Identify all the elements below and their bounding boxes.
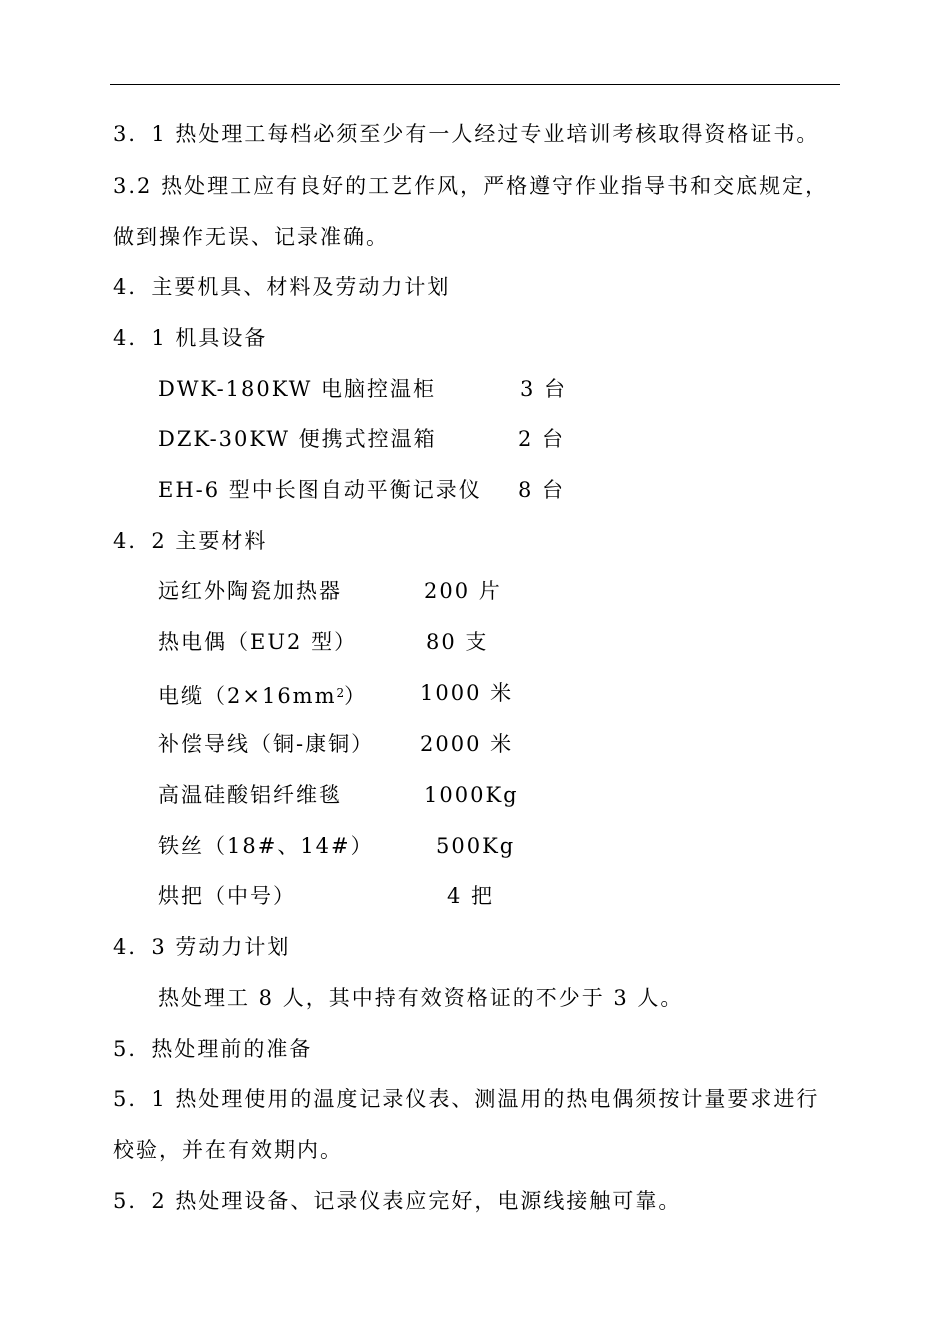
equipment-item-qty: 3 台: [520, 377, 568, 401]
material-item-qty: 500Kg: [436, 834, 516, 858]
material-item-name: 热电偶（EU2 型）: [158, 630, 358, 654]
material-item-qty: 200 片: [424, 579, 502, 603]
paragraph-5-2: 5．2 热处理设备、记录仪表应完好，电源线接触可靠。: [113, 1189, 682, 1213]
heading-5: 5．热处理前的准备: [113, 1037, 313, 1061]
header-rule: [110, 84, 840, 85]
material-item-name: 远红外陶瓷加热器: [158, 579, 342, 603]
paragraph-4-3: 热处理工 8 人，其中持有效资格证的不少于 3 人。: [158, 986, 684, 1010]
material-item-name: 铁丝（18#、14#）: [158, 834, 374, 858]
heading-4-3: 4．3 劳动力计划: [113, 935, 291, 959]
paragraph-3-2-line2: 做到操作无误、记录准确。: [113, 225, 389, 249]
material-name-text: 电缆（2×16mm: [158, 684, 337, 708]
paragraph-5-1-line2: 校验，并在有效期内。: [113, 1138, 343, 1162]
material-item-name: [158, 680, 367, 709]
heading-4-2: 4．2 主要材料: [113, 529, 268, 553]
paragraph-3-2-line1: 3.2 热处理工应有良好的工艺作风，严格遵守作业指导书和交底规定，: [113, 174, 829, 198]
heading-4-1: 4．1 机具设备: [113, 326, 268, 350]
heading-4: 4．主要机具、材料及劳动力计划: [113, 275, 451, 299]
equipment-item-qty: 8 台: [518, 478, 566, 502]
paragraph-3-1: 3．1 热处理工每档必须至少有一人经过专业培训考核取得资格证书。: [113, 122, 820, 146]
material-item-name: 补偿导线（铜-康铜）: [158, 732, 375, 756]
material-item-name: 烘把（中号）: [158, 884, 296, 908]
equipment-item-name: DZK-30KW 便携式控温箱: [158, 427, 437, 451]
material-item-qty: 80 支: [426, 630, 489, 654]
material-item-qty: 4 把: [447, 884, 495, 908]
superscript-text: 2: [336, 686, 345, 700]
equipment-item-name: DWK-180KW 电脑控温柜: [158, 377, 436, 401]
material-item-qty: 1000Kg: [424, 783, 519, 807]
paragraph-5-1-line1: 5．1 热处理使用的温度记录仪表、测温用的热电偶须按计量要求进行: [113, 1087, 820, 1111]
material-name-text: ）: [344, 684, 368, 708]
material-item-qty: 1000 米: [420, 681, 514, 705]
equipment-item-qty: 2 台: [518, 427, 566, 451]
material-item-qty: 2000 米: [420, 732, 514, 756]
equipment-item-name: EH-6 型中长图自动平衡记录仪: [158, 478, 482, 502]
material-item-name: 高温硅酸铝纤维毯: [158, 783, 342, 807]
